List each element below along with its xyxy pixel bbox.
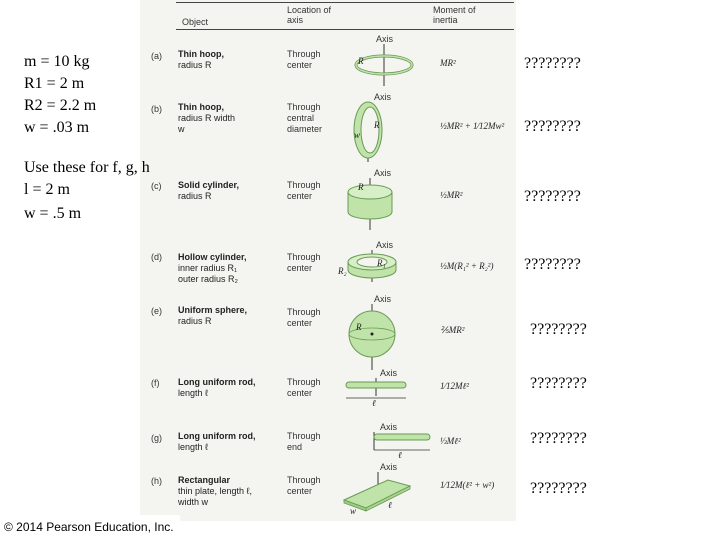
row-f-formula: 1⁄12Mℓ² — [440, 381, 469, 391]
row-e-formula: ⅖MR² — [440, 325, 465, 335]
row-b-formula: ½MR² + 1⁄12Mw² — [440, 121, 505, 131]
svg-text:w: w — [350, 506, 357, 516]
row-f-letter: (f) — [151, 378, 160, 388]
svg-text:Axis: Axis — [374, 92, 392, 102]
row-e-letter: (e) — [151, 306, 162, 316]
row-g-answer: ???????? — [530, 430, 587, 447]
row-h-formula: 1⁄12M(ℓ² + w²) — [440, 480, 495, 490]
row-d-answer: ???????? — [524, 256, 581, 273]
row-c-location: Through center — [287, 180, 321, 201]
thin-hoop-diameter-figure — [340, 90, 400, 164]
svg-text:R: R — [358, 182, 364, 192]
svg-text:Axis: Axis — [374, 294, 392, 304]
svg-text:R: R — [358, 56, 364, 66]
row-a-location: Through center — [287, 49, 321, 70]
row-b-letter: (b) — [151, 104, 162, 114]
row-g-object: Long uniform rod, length ℓ — [178, 431, 256, 452]
header-object: Object — [182, 17, 209, 27]
svg-text:Axis: Axis — [376, 240, 394, 250]
svg-text:Axis: Axis — [380, 462, 398, 472]
row-f-location: Through center — [287, 377, 321, 398]
row-b-object: Thin hoop, radius R width w — [178, 102, 236, 134]
solid-cylinder-figure — [340, 166, 400, 232]
row-e-location: Through center — [287, 307, 321, 328]
row-a-answer: ???????? — [524, 55, 581, 72]
row-c-answer: ???????? — [524, 188, 581, 205]
row-h-letter: (h) — [151, 476, 162, 486]
given-mass: m = 10 kg — [24, 53, 90, 70]
row-e-object: Uniform sphere, radius R — [178, 305, 248, 326]
row-c-letter: (c) — [151, 181, 162, 191]
header-location: Location of axis — [287, 5, 332, 25]
row-h-location: Through center — [287, 475, 321, 496]
given-width-plate: w = .5 m — [24, 205, 82, 222]
copyright-notice: © 2014 Pearson Education, Inc. — [4, 515, 180, 540]
svg-text:ℓ: ℓ — [388, 500, 392, 510]
svg-text:Axis: Axis — [374, 168, 392, 178]
row-g-formula: ⅓Mℓ² — [440, 436, 461, 446]
row-d-location: Through center — [287, 252, 321, 273]
row-d-letter: (d) — [151, 252, 162, 262]
row-g-letter: (g) — [151, 433, 162, 443]
row-h-answer: ???????? — [530, 480, 587, 497]
svg-text:Axis: Axis — [376, 34, 394, 44]
svg-text:Axis: Axis — [380, 422, 398, 432]
given-width-hoop: w = .03 m — [24, 119, 90, 136]
row-d-formula: ½M(R₁² + R₂²) — [440, 261, 494, 271]
rod-end-figure — [360, 420, 436, 462]
given-r1: R1 = 2 m — [24, 75, 85, 92]
row-d-object: Hollow cylinder, inner radius R₁ outer radius R₂ — [178, 252, 247, 284]
rectangular-plate-figure — [340, 460, 420, 520]
hollow-cylinder-figure — [336, 238, 406, 284]
given-length: l = 2 m — [24, 181, 70, 198]
svg-text:ℓ: ℓ — [398, 450, 402, 460]
row-c-formula: ½MR² — [440, 190, 463, 200]
svg-text:ℓ: ℓ — [372, 398, 376, 408]
svg-text:w: w — [354, 130, 361, 140]
thin-hoop-figure — [340, 32, 420, 88]
svg-text:Axis: Axis — [380, 368, 398, 378]
rod-center-figure — [340, 366, 416, 410]
uniform-sphere-figure — [340, 292, 400, 372]
row-f-object: Long uniform rod, length ℓ — [178, 377, 256, 398]
svg-text:R: R — [356, 322, 362, 332]
header-moment: Moment of inertia — [433, 5, 476, 25]
row-g-location: Through end — [287, 431, 321, 452]
header-rule — [176, 29, 514, 30]
given-r2: R2 = 2.2 m — [24, 97, 97, 114]
svg-text:R₂: R₂ — [338, 266, 347, 276]
svg-text:R₁: R₁ — [377, 258, 386, 268]
row-b-location: Through central diameter — [287, 102, 323, 134]
given-note: Use these for f, g, h — [24, 159, 150, 176]
row-c-object: Solid cylinder, radius R — [178, 180, 240, 201]
row-a-object: Thin hoop, radius R — [178, 49, 224, 70]
row-e-answer: ???????? — [530, 321, 587, 338]
row-a-formula: MR² — [440, 58, 456, 68]
row-f-answer: ???????? — [530, 375, 587, 392]
svg-text:R: R — [374, 120, 380, 130]
row-h-object: Rectangular thin plate, length ℓ, width w — [178, 475, 252, 507]
row-a-letter: (a) — [151, 51, 162, 61]
row-b-answer: ???????? — [524, 118, 581, 135]
table-top-rule — [176, 2, 514, 3]
